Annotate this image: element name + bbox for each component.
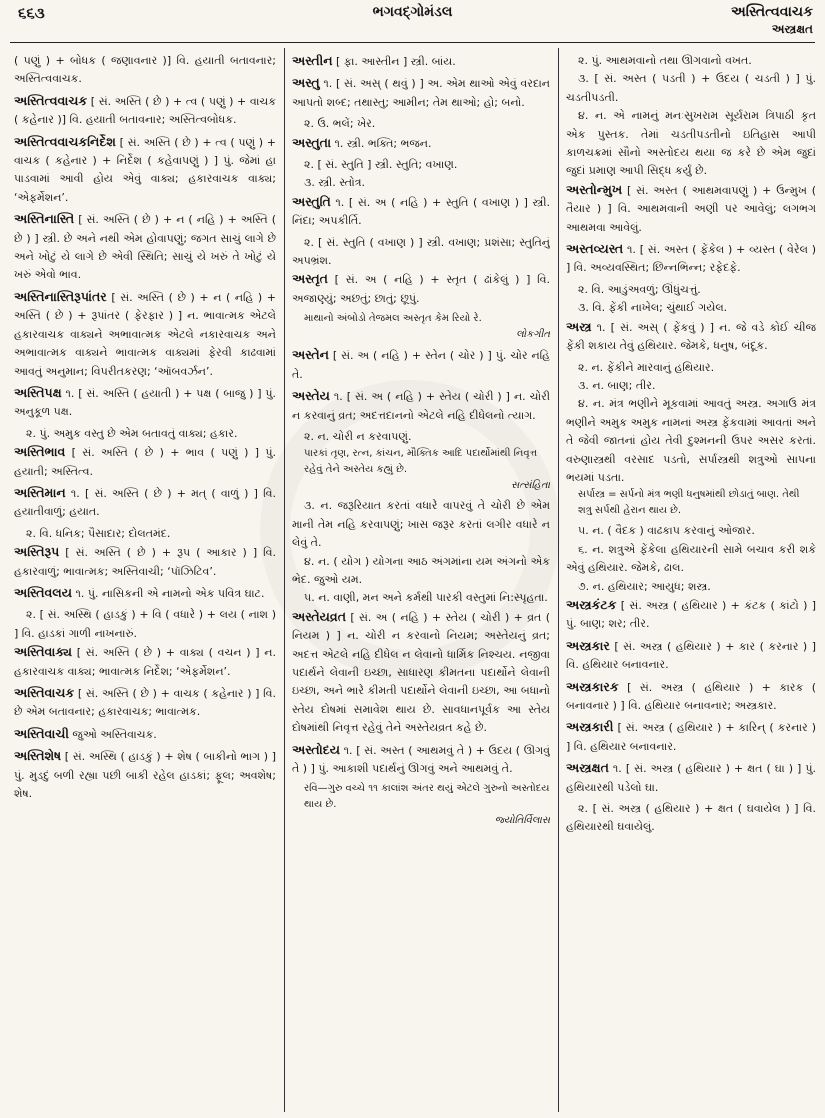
entry-definition: [ ફા. આસ્તીન ] સ્ત્રી. બાંય. — [332, 55, 456, 68]
entry-definition: [ સં. અ ( નહિ ) + સ્તેય ( ચોરી ) + વ્રત ( નિયમ ) ] ન. ચોરી ન કરવાનો નિયમ; અસ્તેયનું વ્રત; અદત્ત એટલે નહિ દીધેલ ન લેવાનો ધાર્મિક નિશ્ચય. નજીવા પદાર્થને લેવાની ઇચ્છા, સાધારણ કીમતના પદાર્થોને લેવાની ઇચ્છા, અને ભારે કીમતી પદાર્થોને લેવાની ઇચ્છા, આ બધાનો સ્તેય દોષમાં સમાવેશ થાય છે. સાવધાનપૂર્વક આ સ્તેય દોષમાંથી નિવૃત્ત રહેવું તેને અસ્તેયવ્રત કહે છે. — [292, 610, 550, 735]
entry-headword: અસ્તોન્મુખ — [566, 181, 623, 197]
entry-headword: અસ્તૃત — [292, 271, 328, 287]
entry-sense: ૪. ન. ( યોગ ) યોગના આઠ અંગમાંના યમ અંગનો એક ભેદ. જુઓ યમ. — [292, 554, 550, 586]
entry-sense: ૪. ન. મંત્ર ભણીને મૂકવામાં આવતું અસ્ત્ર. અગાઉ મંત્ર ભણીને અમુક અમુક નામનાં અસ્ત્ર ફેંકવામાં આવતાં અને તે જેવી જાતનાં હોય તેવી દુશ્મનની ઉપર અસર કરતાં. વરુણાસ્ત્રથી વરસાદ પડતો, સર્પાસ્ત્રથી શત્રુઓ સાપના ભયમાં પડતા. — [566, 397, 816, 484]
dictionary-entry — [566, 718, 816, 756]
entry-headword: અસ્તિવાચક — [14, 685, 75, 700]
entry-headword: અસ્તોદય — [292, 741, 341, 757]
book-title: ભગવદ્ગોમંડલ — [372, 4, 453, 20]
dictionary-entry — [292, 741, 550, 779]
entry-sense: ૨. વિ. આડુંઅવળું; ઊંધુંચત્તું. — [578, 282, 701, 296]
guide-words — [731, 4, 813, 37]
entry-definition: [ સં. અસ્ત ( આથમવાપણું ) + ઉન્મુખ ( તૈયાર ) ] વિ. આથમવાની અણી પર આવેલું; લગભગ આથમવા આવેલું. — [566, 183, 816, 234]
entry-continuation: ( પણું ) + બોધક ( જણાવનાર )] વિ. હયાતી બતાવનાર; અસ્તિત્વવાચક. — [14, 54, 276, 86]
entry-headword: અસ્તેયવ્રત — [292, 608, 346, 624]
entry-sense: ૨. વિ. ધનિક; પૈસાદાર; દોલતમંદ. — [26, 526, 171, 540]
entry-sense: ૨. [ સં. સ્તુતિ ( વખાણ ) ] સ્ત્રી. વખાણ; પ્રશંસા; સ્તુતિનું અપભ્રંશ. — [292, 235, 550, 268]
entry-headword: અસ્તિત્વવાચક — [14, 92, 88, 108]
quotation-source: લોકગીત — [516, 329, 550, 341]
dictionary-entry — [566, 240, 816, 278]
dictionary-entry — [14, 133, 276, 208]
page-header — [0, 0, 825, 58]
entry-definition: ૧. [ સં. અ ( નહિ ) + સ્તુતિ ( વખાણ ) ] સ્ત્રી. નિંદા; અપકીર્તિ. — [292, 195, 550, 228]
guide-word-last: અસ્ત્રક્ષત — [771, 22, 813, 36]
entry-definition: [ સં. અસ્તિ ( છે ) + રૂપ ( આકાર ) ] વિ. હકારવાળું; ભાવાત્મક; અસ્તિવાચી; ‘પૉઝિટિવ’. — [14, 546, 276, 578]
entry-sense: ૭. ન. હથિયાર; આયુધ; શસ્ત્ર. — [578, 579, 711, 593]
page-number: ૬૬૩ — [18, 4, 45, 22]
dictionary-entry — [292, 74, 550, 112]
dictionary-entry — [14, 288, 276, 381]
entry-sense: ૩. ન. બાણ; તીર. — [578, 378, 656, 392]
entry-headword: અસ્તિપક્ષ — [14, 384, 62, 400]
entry-sense: ૨. ન. ચોરી ન કરવાપણું. — [304, 429, 412, 443]
dictionary-entry — [14, 725, 276, 744]
entry-definition: ૧. [ સં. અસ્ ( થવું ) ] અ. એમ થાઓ એવું વરદાન આપતો શબ્દ; તથાસ્તુ; આમીન; તેમ થાઓ; હો; બનો. — [292, 77, 550, 109]
dictionary-entry — [14, 484, 276, 522]
entry-definition: ૧. સ્ત્રી. ભક્તિ; ભજન. — [331, 136, 432, 150]
entry-headword: અસ્તેય — [292, 388, 330, 404]
entry-quotation — [292, 781, 550, 829]
dictionary-entry — [292, 134, 550, 153]
dictionary-entry — [566, 318, 816, 356]
column-divider — [284, 48, 285, 1112]
entry-definition: [ સં. અસ્તિ ( છે ) + વાક્ય ( વચન ) ] ન. હકારવાચક વાક્ય; ભાવાત્મક નિર્દેશ; ‘એફર્મેશન’. — [14, 646, 276, 678]
entry-headword: અસ્તેન — [292, 347, 329, 363]
guide-word-first: અસ્તિત્વવાચક — [731, 4, 813, 20]
entry-headword: અસ્તિવાક્ય — [14, 644, 72, 660]
entry-definition: [ સં. અસ્ત્ર ( હથિયાર ) + કારક ( બનાવનાર ) ] વિ. હથિયાર બનાવનાર; અસ્ત્રકાર. — [566, 680, 816, 712]
entry-definition: [ સં. અસ્તિ ( છે ) + વાચક ( કહેનાર ) ] વિ. છે એમ બતાવનાર; હકારવાચક; ભાવાત્મક. — [14, 687, 276, 719]
quotation-text: રવિ—ગુરુ વચ્ચે ૧૧ કાલાંશ અંતર થયું એટલે ગુરુનો અસ્તોદય થાય છે. — [304, 783, 550, 811]
entry-headword: અસ્તિશેષ — [14, 748, 62, 764]
dictionary-entry — [14, 584, 276, 603]
entry-sense: ૩. વિ. ફેંકી નાખેલ; ચુંથાઈ ગયેલ. — [578, 301, 728, 315]
entry-sense: ૨. ઉ. ભલેં; ખેર. — [304, 117, 376, 131]
dictionary-entry — [292, 346, 550, 384]
entry-headword: અસ્ત્રકંટક — [566, 596, 617, 612]
dictionary-column-1 — [14, 52, 276, 1112]
dictionary-column-2 — [292, 52, 550, 1112]
entry-sense: ૨. પું. અમુક વસ્તુ છે એમ બતાવતું વાક્ય; હકાર. — [26, 426, 238, 440]
entry-headword: અસ્તિવાચી — [14, 725, 69, 741]
entry-definition: ૧. પું. નાસિકની એ નામનો એક પવિત્ર ઘાટ. — [71, 586, 265, 600]
entry-headword: અસ્તીન — [292, 53, 333, 68]
dictionary-entry — [566, 637, 816, 675]
entry-headword: અસ્ત્રકાર — [566, 637, 610, 653]
entry-headword: અસ્તિનાસ્તિરૂપાંતર — [14, 288, 107, 304]
entry-sense: ૨. [ સં. સ્તુતિ ] સ્ત્રી. સ્તુતિ; વખાણ. — [304, 158, 458, 172]
quotation-text: સર્પાસ્ત્ર = સર્પનો મંત્ર ભણી ધનુષમાંથી છોડાતું બાણ. તેથી શત્રુ સર્પથી હેરાન થાય છે. — [578, 489, 800, 517]
quotation-source: સત્સંહિતા — [511, 480, 550, 492]
entry-sense: ૨. [ સં. અસ્થિ ( હાડકું ) + વિ ( વધારે ) + લય ( નાશ ) ] વિ. હાડકાં ગાળી નાખનારું. — [14, 608, 276, 640]
entry-definition: [ સં. અસ્તિ ( છે ) + ભાવ ( પણું ) ] પું. હયાતી; અસ્તિત્વ. — [14, 446, 276, 478]
entry-headword: અસ્તિત્વવાચકનિર્દેશ — [14, 133, 116, 149]
dictionary-entry — [566, 678, 816, 716]
entry-quotation — [292, 311, 550, 343]
entry-definition: ૧. [ સં. અ ( નહિ ) + સ્તેય ( ચોરી ) ] ન. ચોરી ન કરવાનું વ્રત; અદત્તદાનનો એટલે નહિ દીધેલનો ત્યાગ. — [292, 390, 550, 422]
entry-headword: અસ્તુ — [292, 75, 320, 91]
dictionary-entry — [566, 181, 816, 237]
dictionary-entry — [14, 543, 276, 581]
entry-headword: અસ્તિરૂપ — [14, 544, 60, 560]
entry-headword: અસ્ત્ર — [566, 318, 592, 334]
dictionary-entry — [14, 92, 276, 130]
entry-definition: [ સં. અસ્ત્ર ( હથિયાર ) + કંટક ( કાંટો ) ] પું. બાણ; શર; તીર. — [566, 598, 816, 631]
dictionary-entry — [292, 52, 550, 71]
dictionary-entry — [292, 387, 550, 425]
entry-sense: ૨. [ સં. અસ્ત્ર ( હથિયાર ) + ક્ષત ( ઘવાયેલ ) ] વિ. હથિયારથી ઘવાયેલું. — [566, 802, 816, 834]
entry-definition: [ સં. અસ્તિ ( છે ) + ત્વ ( પણું ) + વાચક ( કહેનાર )] વિ. હયાતી બતાવનાર; અસ્તિત્વબોધક. — [14, 94, 276, 127]
entry-definition: ૧. [ સં. અસ્તિ ( હયાતી ) + પક્ષ ( બાજુ ) ] પું. અનુકૂળ પક્ષ. — [14, 386, 276, 419]
entry-headword: અસ્તિનાસ્તિ — [14, 211, 75, 227]
dictionary-entry — [14, 684, 276, 722]
entry-definition: [ સં. અસ્તિ ( છે ) + ત્વ ( પણું ) + વાચક ( કહેનાર ) + નિર્દેશ ( કહેવાપણું ) ] પું. જેમાં હા પાડવામાં આવી હોય એવું વાક્ય; હકારવાચક વાક્ય; ‘એફર્મેશન’. — [14, 135, 276, 204]
entry-sense: ૨. ન. ફેંકીને મારવાનું હથિયાર. — [578, 360, 715, 374]
entry-sense: ૪. ન. એ નામનું મનઃસુખરામ સૂર્યરામ ત્રિપાઠી કૃત એક પુસ્તક. તેમાં ચડતીપડતીનો ઇતિહાસ આપી કાળચક્રમાં સૌનો અસ્તોદય થયા જ કરે છે એમ જુદાં જુદાં પ્રમાણ આપી સિદ્ધ કર્યું છે. — [566, 109, 816, 178]
entry-quotation — [292, 446, 550, 494]
dictionary-column-3 — [566, 52, 816, 1112]
entry-definition: ૧. [ સં. અસ્ત્ર ( હથિયાર ) + ક્ષત ( ઘા ) ] પું. હથિયારથી પડેલો ઘા. — [566, 762, 816, 794]
entry-sense: ૩. [ સં. અસ્ત ( પડતી ) + ઉદય ( ચડતી ) ] પું. ચડતીપડતી. — [566, 72, 816, 104]
entry-sense: ૨. પું. આથમવાનો તથા ઊગવાનો વખત. — [578, 54, 752, 67]
entry-sense: ૬. ન. શત્રુએ ફેંકેલા હથિયારની સામે બચાવ કરી શકે એવું હથિયાર. જેમકે, ઢાલ. — [566, 542, 816, 575]
entry-sense: ૫. ન. વાણી, મન અને કર્મથી પારકી વસ્તુમાં નિ:સ્પૃહતા. — [304, 591, 548, 605]
entry-quotation — [566, 487, 816, 519]
entry-headword: અસ્તિમાન — [14, 484, 66, 500]
entry-headword: અસ્તુતા — [292, 134, 332, 150]
entry-definition: ૧. [ સં. અસ્ ( ફેંકવું ) ] ન. જે વડે કોઈ ચીજ ફેંકી શકાય તેવું હથિયાર. જેમકે, ધનુષ, બંદૂક. — [566, 320, 816, 353]
entry-definition: [ સં. અ ( નહિ ) + સ્તેન ( ચોર ) ] પું. ચોર નહિ તે. — [292, 349, 550, 381]
entry-definition: ૧. [ સં. અસ્ત ( આથમવું તે ) + ઉદય ( ઊગવું તે ) ] પું. આકાશી પદાર્થનું ઊગવું અને આથમવું તે. — [292, 743, 550, 775]
entry-headword: અસ્તિભાવ — [14, 444, 66, 460]
dictionary-entry — [14, 210, 276, 285]
dictionary-entry — [14, 384, 276, 422]
dictionary-entry — [14, 643, 276, 681]
entry-definition: [ સં. અ ( નહિ ) + સ્તૃત ( ઢાંકેલું ) ] વિ. અજાણ્યું; અછતું; છાતું; છૂપું. — [292, 273, 550, 305]
entry-definition: [ સં. અસ્તિ ( છે ) + ન ( નહિ ) + અસ્તિ ( છે ) ] સ્ત્રી. છે અને નથી એમ હોવાપણું; જગત સાચું લાગે છે અને ખોટું યે લાગે છે એવી સ્થિતિ; સાચું યે ખરું તે ખોટું યે ખરું એવો ભાવ. — [14, 213, 276, 282]
dictionary-entry — [292, 608, 550, 738]
entry-definition: ૧. [ સં. અસ્તિ ( છે ) + મત્ ( વાળું ) ] વિ. હયાતીવાળું; હયાત. — [14, 486, 276, 519]
quotation-source: જ્યોતિર્વિલાસ — [494, 815, 550, 827]
entry-headword: અસ્ત્રક્ષત — [566, 760, 609, 776]
entry-definition: ૧. [ સં. અસ્ત ( ફેંકેલ ) + વ્યસ્ત ( વેરેલ ) ] વિ. અવ્યવસ્થિત; છિન્નભિન્ન; રફેદફે. — [566, 243, 816, 275]
entry-definition: [ સં. અસ્ત્ર ( હથિયાર ) + કાર ( કરનાર ) ] વિ. હથિયાર બનાવનાર. — [566, 639, 816, 672]
entry-headword: અસ્તુતિ — [292, 193, 331, 209]
dictionary-entry — [566, 596, 816, 634]
dictionary-entry — [14, 747, 276, 803]
dictionary-entry — [14, 443, 276, 481]
quotation-text: માથાનો અંબોડો તેજમલ અસ્તૃત કેમ રિયો રે. — [304, 313, 482, 325]
entry-definition: [ સં. અસ્તિ ( છે ) + ન ( નહિ ) + અસ્તિ ( છે ) + રૂપાંતર ( ફેરફાર ) ] ન. ભાવાત્મક એટલે હકારવાચક વાક્યને અભાવાત્મક એટલે નકારવાચક અને અભાવાત્મક વાક્યને ભાવાત્મક વાક્યમાં ફેરવી કાઢવામાં આવતું અનુમાન; વિપરીતકરણ; ‘ઑબવર્ઝન’. — [14, 290, 276, 378]
entry-sense: ૩. ન. જરૂરિયાત કરતાં વધારે વાપરવું તે ચોરી છે એમ માની તેમ નહિ કરવાપણું; ખાસ જરૂર કરતાં લગીર વધારે ન લેવું તે. — [292, 499, 550, 550]
entry-headword: અસ્તિવલય — [14, 584, 72, 600]
entry-headword: અસ્ત્રકારક — [566, 678, 619, 694]
dictionary-entry — [292, 193, 550, 231]
entry-sense: ૫. ન. ( વૈદક ) વાઢકાપ કરવાનું ઓજાર. — [578, 524, 755, 538]
entry-definition: જુઓ અસ્તિવાચક. — [68, 727, 157, 741]
entry-definition: [ સં. અસ્થિ ( હાડકું ) + શેષ ( બાકીનો ભાગ ) ] પું. મુડદું બળી રહ્યા પછી બાકી રહેલ હાડકાં; ફૂલ; અવશેષ; શેષ. — [14, 750, 276, 801]
dictionary-entry — [566, 759, 816, 797]
column-divider — [558, 48, 559, 1112]
entry-headword: અસ્ત્રકારી — [566, 719, 614, 735]
entry-sense: ૩. સ્ત્રી. સ્તોત્ર. — [304, 176, 366, 190]
quotation-text: પારકાં તૃણ, રત્ન, કાંચન, મૌક્તિક આદિ પદાર્થોમાંથી નિવૃત્ત રહેવું તેને અસ્તેય કહ્યું છે. — [304, 448, 538, 476]
entry-headword: અસ્તવ્યસ્ત — [566, 241, 624, 257]
entry-definition: [ સં. અસ્ત્ર ( હથિયાર ) + કારિન્ ( કરનાર ) ] વિ. હથિયાર બનાવનાર. — [566, 721, 816, 753]
dictionary-entry — [292, 270, 550, 308]
header-rule — [10, 42, 815, 43]
